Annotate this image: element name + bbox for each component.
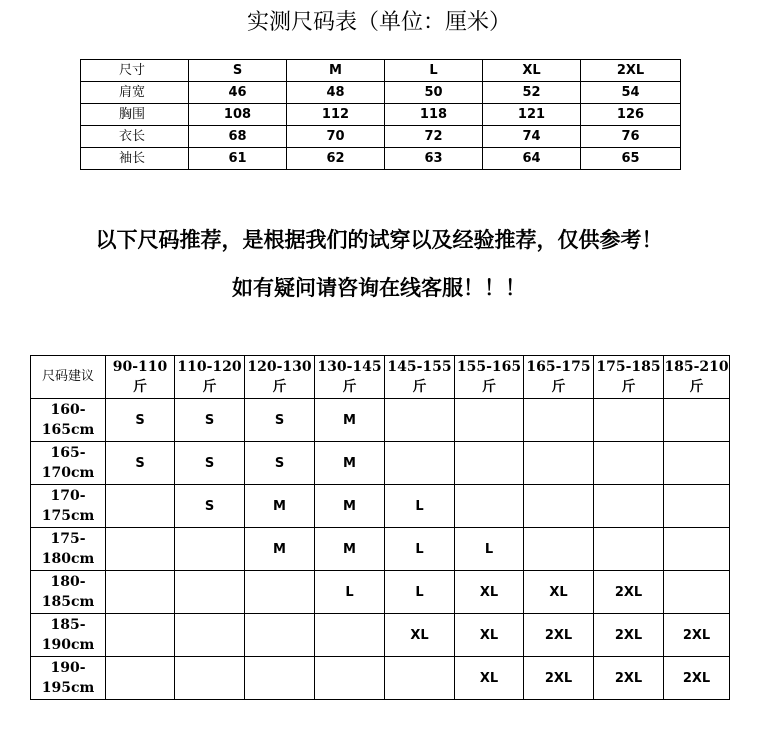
size-suggestion-cell: S bbox=[245, 442, 315, 485]
size-suggestion-cell: XL bbox=[385, 614, 455, 657]
size-suggestion-cell bbox=[664, 485, 730, 528]
weight-header-cell bbox=[245, 356, 315, 399]
size-header-cell: S bbox=[189, 60, 287, 82]
measure-value-cell: 63 bbox=[385, 148, 483, 170]
size-suggestion-cell: M bbox=[315, 442, 385, 485]
size-suggestion-cell bbox=[385, 399, 455, 442]
measure-value-cell: 121 bbox=[483, 104, 581, 126]
size-suggestion-cell: XL bbox=[455, 657, 524, 700]
size-suggestion-cell bbox=[315, 657, 385, 700]
measure-value-cell: 68 bbox=[189, 126, 287, 148]
recommendation-notice: 以下尺码推荐，是根据我们的试穿以及经验推荐，仅供参考！ bbox=[95, 228, 663, 252]
page-title: 实测尺码表（单位：厘米） bbox=[246, 10, 511, 35]
measure-value-cell: 50 bbox=[385, 82, 483, 104]
size-suggestion-cell: 2XL bbox=[594, 571, 664, 614]
weight-header-cell bbox=[455, 356, 524, 399]
height-range-bottom: 170cm bbox=[41, 465, 95, 481]
height-range-bottom: 175cm bbox=[41, 508, 95, 524]
size-suggestion-cell bbox=[175, 657, 245, 700]
size-suggestion-cell bbox=[106, 614, 175, 657]
height-range-bottom: 165cm bbox=[41, 422, 95, 438]
size-suggestion-cell bbox=[106, 485, 175, 528]
size-suggestion-cell bbox=[524, 485, 594, 528]
weight-unit: 斤 bbox=[342, 379, 357, 395]
height-range-top: 165- bbox=[50, 445, 86, 461]
height-row bbox=[31, 485, 730, 528]
measure-row-label: 衣长 bbox=[81, 126, 189, 148]
measure-value-cell: 52 bbox=[483, 82, 581, 104]
weight-header-row bbox=[31, 356, 730, 399]
measure-row-label: 肩宽 bbox=[81, 82, 189, 104]
size-suggestion-cell: L bbox=[385, 528, 455, 571]
height-range-bottom: 190cm bbox=[41, 637, 95, 653]
size-header-cell: M bbox=[287, 60, 385, 82]
weight-unit: 斤 bbox=[482, 379, 496, 395]
size-suggestion-cell bbox=[106, 657, 175, 700]
size-suggestion-cell: 2XL bbox=[524, 657, 594, 700]
size-suggestion-cell: S bbox=[245, 399, 315, 442]
height-range-top: 175- bbox=[50, 531, 86, 547]
size-suggestion-cell bbox=[455, 442, 524, 485]
measure-value-cell: 61 bbox=[189, 148, 287, 170]
measure-header-row bbox=[81, 60, 681, 82]
size-suggestion-cell bbox=[594, 399, 664, 442]
weight-header-cell bbox=[175, 356, 245, 399]
height-range-top: 180- bbox=[50, 574, 86, 590]
size-suggestion-cell bbox=[664, 571, 730, 614]
height-row bbox=[31, 442, 730, 485]
height-range-cell bbox=[31, 485, 106, 528]
corner-label: 尺码建议 bbox=[31, 356, 106, 399]
weight-range: 90-110 bbox=[112, 359, 168, 375]
measure-value-cell: 118 bbox=[385, 104, 483, 126]
measure-row-label: 胸围 bbox=[81, 104, 189, 126]
size-suggestion-cell bbox=[594, 528, 664, 571]
size-suggestion-cell bbox=[524, 399, 594, 442]
height-row bbox=[31, 399, 730, 442]
size-suggestion-cell bbox=[245, 657, 315, 700]
size-suggestion-cell: L bbox=[385, 571, 455, 614]
size-suggestion-cell: M bbox=[245, 485, 315, 528]
size-suggestion-cell bbox=[245, 614, 315, 657]
size-suggestion-cell bbox=[385, 657, 455, 700]
height-range-cell bbox=[31, 528, 106, 571]
measure-value-cell: 112 bbox=[287, 104, 385, 126]
size-header-cell: 2XL bbox=[581, 60, 681, 82]
height-row bbox=[31, 571, 730, 614]
height-range-top: 160- bbox=[50, 402, 86, 418]
weight-unit: 斤 bbox=[272, 379, 287, 395]
height-range-bottom: 185cm bbox=[41, 594, 95, 610]
weight-unit: 斤 bbox=[621, 379, 636, 395]
height-range-cell bbox=[31, 657, 106, 700]
height-range-bottom: 180cm bbox=[41, 551, 95, 567]
size-suggestion-cell bbox=[455, 399, 524, 442]
height-range-cell bbox=[31, 399, 106, 442]
size-suggestion-cell bbox=[175, 614, 245, 657]
size-suggestion-cell: S bbox=[175, 399, 245, 442]
size-suggestion-cell: XL bbox=[455, 571, 524, 614]
measure-value-cell: 74 bbox=[483, 126, 581, 148]
size-header-cell: XL bbox=[483, 60, 581, 82]
size-suggestion-cell: M bbox=[315, 485, 385, 528]
weight-range: 120-130 bbox=[247, 359, 312, 375]
height-range-top: 185- bbox=[50, 617, 86, 633]
size-recommendation-table bbox=[30, 355, 730, 700]
height-row bbox=[31, 657, 730, 700]
measure-value-cell: 54 bbox=[581, 82, 681, 104]
height-range-top: 170- bbox=[50, 488, 86, 504]
size-suggestion-cell: M bbox=[315, 528, 385, 571]
size-suggestion-cell: M bbox=[315, 399, 385, 442]
size-suggestion-cell: L bbox=[315, 571, 385, 614]
measure-value-cell: 126 bbox=[581, 104, 681, 126]
measure-header-label: 尺寸 bbox=[81, 60, 189, 82]
height-range-cell bbox=[31, 571, 106, 614]
weight-range: 165-175 bbox=[526, 359, 591, 375]
size-suggestion-cell: XL bbox=[455, 614, 524, 657]
measure-value-cell: 65 bbox=[581, 148, 681, 170]
size-suggestion-cell: S bbox=[106, 442, 175, 485]
measure-value-cell: 64 bbox=[483, 148, 581, 170]
height-range-bottom: 195cm bbox=[41, 680, 95, 696]
size-suggestion-cell: S bbox=[106, 399, 175, 442]
size-suggestion-cell bbox=[594, 442, 664, 485]
size-suggestion-cell: 2XL bbox=[594, 614, 664, 657]
size-suggestion-cell bbox=[175, 571, 245, 614]
size-suggestion-cell bbox=[524, 442, 594, 485]
weight-unit: 斤 bbox=[202, 379, 217, 395]
weight-header-cell bbox=[664, 356, 730, 399]
weight-header-cell bbox=[524, 356, 594, 399]
weight-range: 175-185 bbox=[596, 359, 661, 375]
size-suggestion-cell: 2XL bbox=[524, 614, 594, 657]
weight-range: 155-165 bbox=[456, 359, 522, 375]
size-suggestion-cell bbox=[106, 571, 175, 614]
weight-unit: 斤 bbox=[689, 379, 704, 395]
size-suggestion-cell: M bbox=[245, 528, 315, 571]
measure-value-cell: 48 bbox=[287, 82, 385, 104]
size-suggestion-cell: S bbox=[175, 485, 245, 528]
weight-range: 185-210 bbox=[664, 359, 729, 375]
size-suggestion-cell bbox=[664, 442, 730, 485]
weight-unit: 斤 bbox=[412, 379, 427, 395]
weight-unit: 斤 bbox=[551, 379, 566, 395]
size-suggestion-cell: S bbox=[175, 442, 245, 485]
weight-range: 145-155 bbox=[387, 359, 452, 375]
measure-row bbox=[81, 126, 681, 148]
measure-row bbox=[81, 82, 681, 104]
measure-value-cell: 72 bbox=[385, 126, 483, 148]
size-suggestion-cell bbox=[594, 485, 664, 528]
measure-value-cell: 70 bbox=[287, 126, 385, 148]
size-suggestion-cell: L bbox=[385, 485, 455, 528]
customer-service-notice: 如有疑问请咨询在线客服！！！ bbox=[232, 276, 526, 300]
measure-value-cell: 62 bbox=[287, 148, 385, 170]
size-suggestion-cell bbox=[524, 528, 594, 571]
measure-value-cell: 108 bbox=[189, 104, 287, 126]
measurement-table bbox=[80, 59, 681, 170]
height-range-cell bbox=[31, 442, 106, 485]
size-suggestion-cell bbox=[315, 614, 385, 657]
measure-value-cell: 46 bbox=[189, 82, 287, 104]
size-suggestion-cell bbox=[455, 485, 524, 528]
weight-header-cell bbox=[106, 356, 175, 399]
height-row bbox=[31, 614, 730, 657]
height-range-cell bbox=[31, 614, 106, 657]
weight-unit: 斤 bbox=[133, 379, 147, 395]
size-header-cell: L bbox=[385, 60, 483, 82]
measure-row-label: 袖长 bbox=[81, 148, 189, 170]
weight-header-cell bbox=[594, 356, 664, 399]
height-row bbox=[31, 528, 730, 571]
weight-header-cell bbox=[385, 356, 455, 399]
size-suggestion-cell: XL bbox=[524, 571, 594, 614]
size-suggestion-cell: 2XL bbox=[664, 614, 730, 657]
size-suggestion-cell bbox=[175, 528, 245, 571]
measure-row bbox=[81, 104, 681, 126]
measure-row bbox=[81, 148, 681, 170]
size-suggestion-cell: 2XL bbox=[664, 657, 730, 700]
weight-range: 130-145 bbox=[317, 359, 382, 375]
size-suggestion-cell bbox=[664, 528, 730, 571]
height-range-top: 190- bbox=[50, 660, 86, 676]
size-suggestion-cell bbox=[385, 442, 455, 485]
size-suggestion-cell: L bbox=[455, 528, 524, 571]
weight-range: 110-120 bbox=[177, 359, 242, 375]
size-suggestion-cell bbox=[664, 399, 730, 442]
weight-header-cell bbox=[315, 356, 385, 399]
size-suggestion-cell bbox=[245, 571, 315, 614]
measure-value-cell: 76 bbox=[581, 126, 681, 148]
size-suggestion-cell bbox=[106, 528, 175, 571]
size-suggestion-cell: 2XL bbox=[594, 657, 664, 700]
